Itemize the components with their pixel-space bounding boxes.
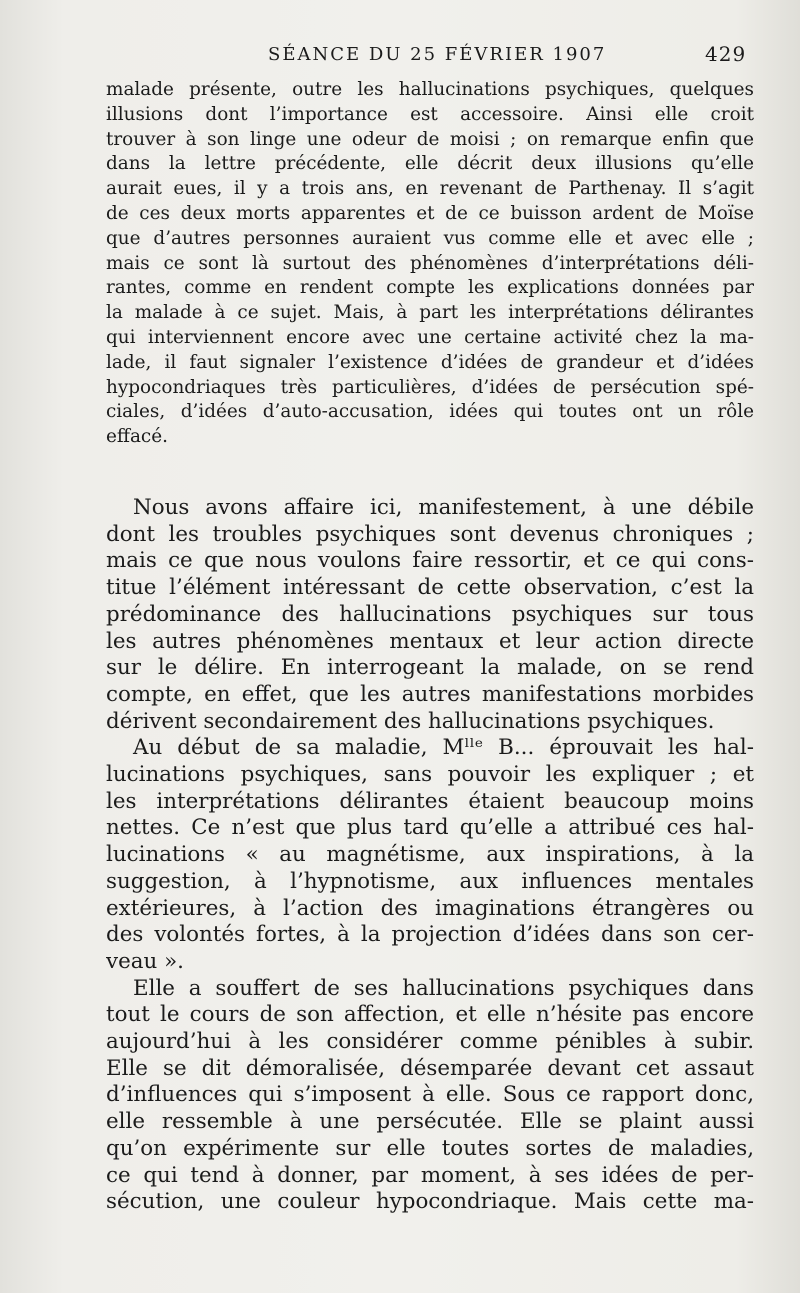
text-line: ciales, d’idées d’auto-accusation, idées qui toutes ont un rôle [106, 401, 754, 423]
text-line: suggestion, à l’hypnotisme, aux influences mentales [106, 868, 754, 894]
text-line: de ces deux morts apparentes et de ce buisson ardent de Moïse [106, 202, 754, 224]
paragraph-diagnosis [106, 495, 754, 735]
text-line: Elle se dit démoralisée, désemparée devant cet assaut [106, 1055, 754, 1081]
text-line: les autres phénomènes mentaux et leur action directe [106, 628, 754, 654]
text-line: Nous avons affaire ici, manifestement, à une débile [133, 495, 754, 520]
text-line: dans la lettre précédente, elle décrit deux illusions qu’elle [106, 153, 754, 175]
main-text [106, 495, 754, 1216]
text-line: qui interviennent encore avec une certaine activité chez la ma- [106, 326, 754, 348]
text-line: dont les troubles psychiques sont devenus chroniques ; [106, 521, 754, 547]
text-line: veau ». [106, 948, 184, 974]
text-line: aujourd’hui à les considérer comme pénibles à subir. [106, 1029, 754, 1055]
text-line: hypocondriaques très particulières, d’idées de persécution spé- [106, 376, 754, 398]
text-line: malade présente, outre les hallucinations psychiques, quelques [106, 79, 754, 100]
text-line: Au début de sa maladie, Mˡˡᵉ B... éprouvait les hal- [133, 735, 754, 761]
text-line: prédominance des hallucinations psychiques sur tous [106, 601, 754, 627]
text-line: des volontés fortes, à la projection d’idées dans son cer- [106, 922, 754, 948]
text-line: mais ce que nous voulons faire ressortir, et ce qui cons- [106, 548, 754, 574]
paragraph-onset [106, 735, 754, 975]
text-line: mais ce sont là surtout des phénomènes d’interprétations déli- [106, 252, 754, 274]
text-line: nettes. Ce n’est que plus tard qu’elle a attribué ces hal- [106, 815, 754, 841]
text-line: lade, il faut signaler l’existence d’idées de grandeur et d’idées [106, 351, 754, 373]
text-line: les interprétations délirantes étaient beaucoup moins [106, 788, 754, 814]
page-number: 429 [705, 42, 747, 66]
text-line: dérivent secondairement des hallucinations psychiques. [106, 708, 715, 734]
text-line: aurait eues, il y a trois ans, en revenant de Parthenay. Il s’agit [106, 178, 754, 200]
text-line: elle ressemble à une persécutée. Elle se plaint aussi [106, 1109, 754, 1135]
text-line: rantes, comme en rendent compte les explications données par [106, 277, 754, 299]
running-head: SÉANCE DU 25 FÉVRIER 1907 [268, 44, 607, 65]
text-line: tout le cours de son affection, et elle n’hésite pas encore [106, 1002, 754, 1028]
text-line: que d’autres personnes auraient vus comme elle et avec elle ; [106, 227, 754, 249]
text-line: d’influences qui s’imposent à elle. Sous ce rapport donc, [106, 1082, 754, 1108]
text-line: Elle a souffert de ses hallucinations psychiques dans [133, 975, 754, 1001]
text-line: illusions dont l’importance est accessoire. Ainsi elle croit [106, 103, 754, 125]
text-line: lucinations « au magnétisme, aux inspirations, à la [106, 842, 754, 868]
text-line: trouver à son linge une odeur de moisi ; on remarque enfin que [106, 128, 754, 150]
text-line: lucinations psychiques, sans pouvoir les expliquer ; et [106, 762, 754, 788]
text-line: sécution, une couleur hypocondriaque. Mais cette ma- [106, 1189, 754, 1215]
text-line: titue l’élément intéressant de cette observation, c’est la [106, 575, 754, 601]
text-line: sur le délire. En interrogeant la malade, on se rend [106, 655, 754, 681]
text-line: ce qui tend à donner, par moment, à ses idées de per- [106, 1162, 754, 1188]
page-header [0, 38, 800, 70]
text-line: effacé. [106, 426, 168, 448]
text-line: la malade à ce sujet. Mais, à part les interprétations délirantes [106, 302, 754, 324]
text-line: qu’on expérimente sur elle toutes sortes de maladies, [106, 1135, 754, 1161]
paragraph-suffering [106, 976, 754, 1216]
text-line: extérieures, à l’action des imaginations étrangères ou [106, 895, 754, 921]
text-line: compte, en effet, que les autres manifestations morbides [106, 681, 754, 707]
paragraph-small-print [106, 78, 754, 450]
